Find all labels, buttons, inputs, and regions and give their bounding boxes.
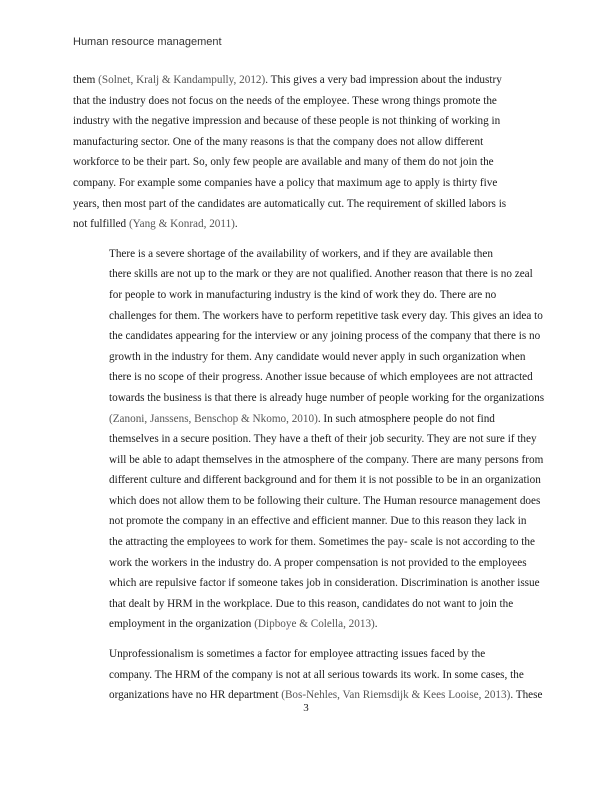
text-segment: them — [73, 74, 99, 86]
text-line — [73, 511, 541, 532]
text-line — [73, 532, 541, 553]
text-line — [73, 594, 541, 615]
text-line — [73, 173, 541, 194]
text-line — [73, 306, 541, 327]
text-segment: the attracting the employees to work for them. Sometimes the pay- scale is not according to the — [109, 536, 535, 549]
text-segment: manufacturing sector. One of the many reasons is that the company does not allow different — [73, 135, 484, 148]
text-segment: work the workers in the industry do. A proper compensation is not provided to the employees — [109, 556, 527, 569]
text-segment: that dealt by HRM in the workplace. Due to this reason, candidates do not want to join the — [109, 597, 514, 610]
text-line — [73, 194, 541, 215]
text-segment: workforce to be their part. So, only few people are available and many of them do not join the — [73, 156, 494, 169]
paragraph — [73, 70, 541, 235]
citation: (Bos-Nehles, Van Riemsdijk & Kees Looise, 2013) — [281, 689, 511, 702]
text-line — [73, 111, 541, 132]
text-segment: growth in the industry for them. Any candidate would never apply in such organization when — [109, 350, 526, 363]
text-line — [73, 470, 541, 491]
page-number: 3 — [303, 702, 309, 714]
text-segment: company. For example some companies have a policy that maximum age to apply is thirty five — [73, 176, 498, 189]
text-segment: challenges for them. The workers have to perform repetitive task every day. This gives an idea to — [109, 309, 543, 322]
text-line — [73, 429, 541, 450]
paragraph — [73, 244, 545, 635]
text-segment: years, then most part of the candidates are automatically cut. The requirement of skilled labors is — [73, 197, 507, 210]
text-segment: there skills are not up to the mark or they are not qualified. Another reason that there is no zeal — [109, 268, 533, 281]
text-line — [73, 573, 541, 594]
text-segment: for people to work in manufacturing industry is the kind of work they do. There are no — [109, 288, 497, 301]
text-line — [73, 347, 541, 368]
text-segment: employment in the organization — [109, 618, 255, 631]
text-segment: . — [234, 218, 238, 231]
text-segment: which does not allow them to be following their culture. The Human resource management does — [109, 494, 541, 507]
citation: (Solnet, Kralj & Kandampully, 2012) — [98, 74, 266, 86]
text-segment: themselves in a secure position. They have a theft of their job security. They are not sure if they — [109, 433, 537, 446]
text-line — [73, 91, 541, 112]
text-line — [73, 644, 541, 665]
paragraph — [73, 644, 541, 706]
text-segment: which are repulsive factor if someone takes job in consideration. Discrimination is another issue — [109, 577, 540, 590]
running-header: Human resource management — [73, 36, 222, 48]
text-segment: not promote the company in an effective and efficient manner. Due to this reason they lack in — [109, 515, 527, 528]
text-line — [73, 326, 541, 347]
text-line — [73, 132, 541, 153]
text-line — [73, 244, 541, 265]
citation: (Yang & Konrad, 2011) — [128, 218, 235, 231]
text-line — [73, 214, 541, 235]
text-line — [73, 152, 541, 173]
text-segment: not fulfilled — [73, 218, 129, 231]
text-line — [73, 388, 545, 409]
text-line — [73, 409, 541, 430]
text-segment: towards the business is that there is already huge number of people working for the organizations — [109, 391, 545, 404]
citation: (Zanoni, Janssens, Benschop & Nkomo, 2010) — [109, 412, 318, 425]
text-segment: there is no scope of their progress. Another issue because of which employees are not attracted — [109, 371, 533, 384]
text-line — [73, 614, 541, 635]
text-segment: Unprofessionalism is sometimes a factor for employee attracting issues faced by the — [109, 648, 486, 661]
text-segment: that the industry does not focus on the needs of the employee. These wrong things promote the — [73, 94, 497, 107]
text-line — [73, 553, 541, 574]
text-line — [73, 491, 541, 512]
text-segment: . These — [510, 689, 543, 702]
text-line — [73, 264, 541, 285]
text-line — [73, 70, 541, 91]
text-segment: industry with the negative impression and because of these people is not thinking of working in — [73, 115, 501, 128]
text-segment: . — [374, 618, 378, 631]
text-segment: . In such atmosphere people do not find — [317, 412, 495, 425]
text-segment: There is a severe shortage of the availability of workers, and if they are available then — [109, 247, 493, 260]
text-line — [73, 367, 541, 388]
text-line — [73, 285, 541, 306]
body-text — [73, 70, 545, 706]
text-segment: . This gives a very bad impression about the industry — [265, 74, 502, 86]
text-segment: will be able to adapt themselves in the atmosphere of the company. There are many persons from — [109, 453, 544, 466]
text-line — [73, 450, 544, 471]
text-segment: different culture and different background and for them it is not possible to be in an organization — [109, 474, 541, 487]
text-line — [73, 665, 541, 686]
text-segment: the candidates appearing for the interview or any joining process of the company that there is no — [109, 330, 541, 343]
text-segment: company. The HRM of the company is not at all serious towards its work. In some cases, the — [109, 668, 524, 681]
citation: (Dipboye & Colella, 2013) — [254, 618, 375, 631]
text-segment: organizations have no HR department — [109, 689, 282, 702]
